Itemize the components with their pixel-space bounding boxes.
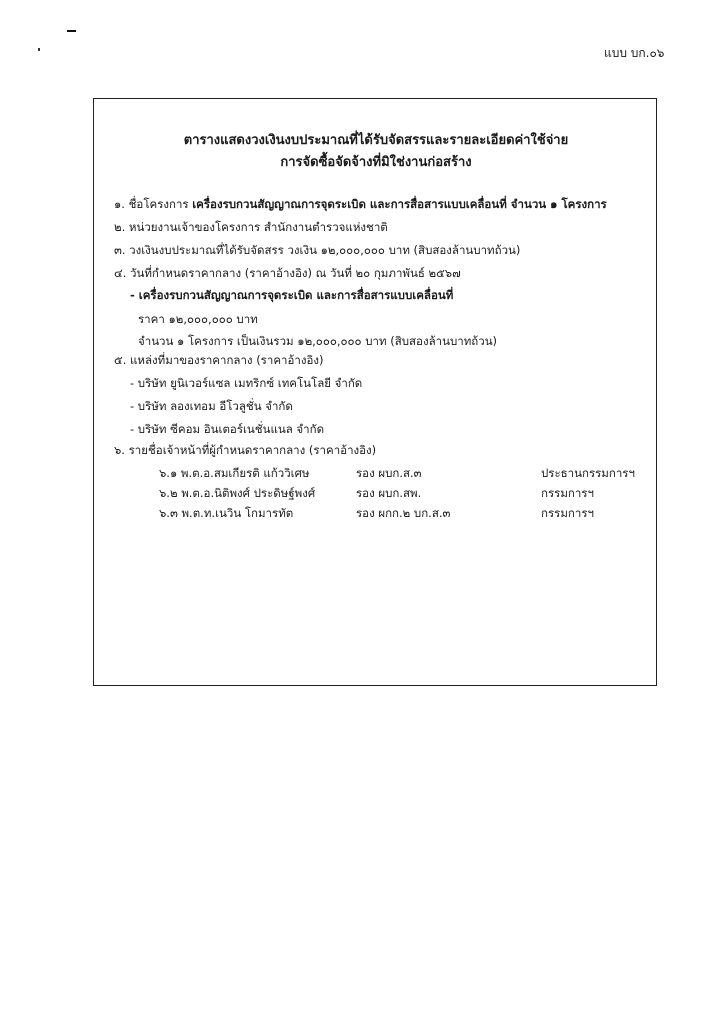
officer-2-role: กรรมการฯ <box>541 486 594 500</box>
officer-3-name: ๖.๓ พ.ต.ท.เนวิน โกมารทัต <box>159 506 294 520</box>
officer-1-position: รอง ผบก.ส.๓ <box>356 466 422 480</box>
item-1-label: ๑. ชื่อโครงการ <box>114 197 189 211</box>
item-4-total: จำนวน ๑ โครงการ เป็นเงินรวม ๑๒,๐๐๐,๐๐๐ บาท (สิบสองล้านบาทถ้วน) <box>138 334 498 348</box>
scan-dot <box>38 48 40 51</box>
officer-1-role: ประธานกรรมการฯ <box>541 466 635 480</box>
item-1-value: เครื่องรบกวนสัญญาณการจุดระเบิด และการสื่อสารแบบเคลื่อนที่ จำนวน ๑ โครงการ <box>192 197 607 211</box>
officer-3-role: กรรมการฯ <box>541 506 594 520</box>
officer-3-position: รอง ผกก.๒ บก.ส.๓ <box>356 506 451 520</box>
form-code: แบบ บก.๐๖ <box>604 46 665 60</box>
item-2: ๒. หน่วยงานเจ้าของโครงการ สำนักงานตำรวจแห่งชาติ <box>114 220 388 234</box>
document-title-line-2: การจัดซื้อจัดจ้างที่มิใช่งานก่อสร้าง <box>280 155 472 170</box>
item-4-price: ราคา ๑๒,๐๐๐,๐๐๐ บาท <box>138 312 258 326</box>
item-4-heading: ๔. วันที่กำหนดราคากลาง (ราคาอ้างอิง) ณ วันที่ ๒๐ กุมภาพันธ์ ๒๕๖๗ <box>114 266 461 280</box>
officer-1-name: ๖.๑ พ.ต.อ.สมเกียรติ แก้ววิเศษ <box>159 466 310 480</box>
document-title-line-1: ตารางแสดงวงเงินงบประมาณที่ได้รับจัดสรรและรายละเอียดค่าใช้จ่าย <box>183 133 569 148</box>
item-5-heading: ๕. แหล่งที่มาของราคากลาง (ราคาอ้างอิง) <box>114 353 324 367</box>
scan-mark <box>67 30 76 32</box>
item-4-product: - เครื่องรบกวนสัญญาณการจุดระเบิด และการสื่อสารแบบเคลื่อนที่ <box>130 288 454 302</box>
item-5-source-1: - บริษัท ยูนิเวอร์แซล เมทริกซ์ เทคโนโลยี จำกัด <box>130 376 363 390</box>
item-3: ๓. วงเงินงบประมาณที่ได้รับจัดสรร วงเงิน ๑๒,๐๐๐,๐๐๐ บาท (สิบสองล้านบาทถ้วน) <box>114 243 521 257</box>
item-5-source-2: - บริษัท ลองเทอม อีโวลูชั่น จำกัด <box>130 399 293 413</box>
document-frame <box>93 98 657 686</box>
officer-2-position: รอง ผบก.สพ. <box>356 486 422 500</box>
item-1 <box>114 196 607 214</box>
item-6-heading: ๖. รายชื่อเจ้าหน้าที่ผู้กำหนดราคากลาง (ราคาอ้างอิง) <box>114 443 377 457</box>
officer-2-name: ๖.๒ พ.ต.อ.นิติพงศ์ ประดิษฐ์พงศ์ <box>159 486 316 500</box>
item-5-source-3: - บริษัท ซีคอม อินเตอร์เนชั่นแนล จำกัด <box>130 422 325 436</box>
